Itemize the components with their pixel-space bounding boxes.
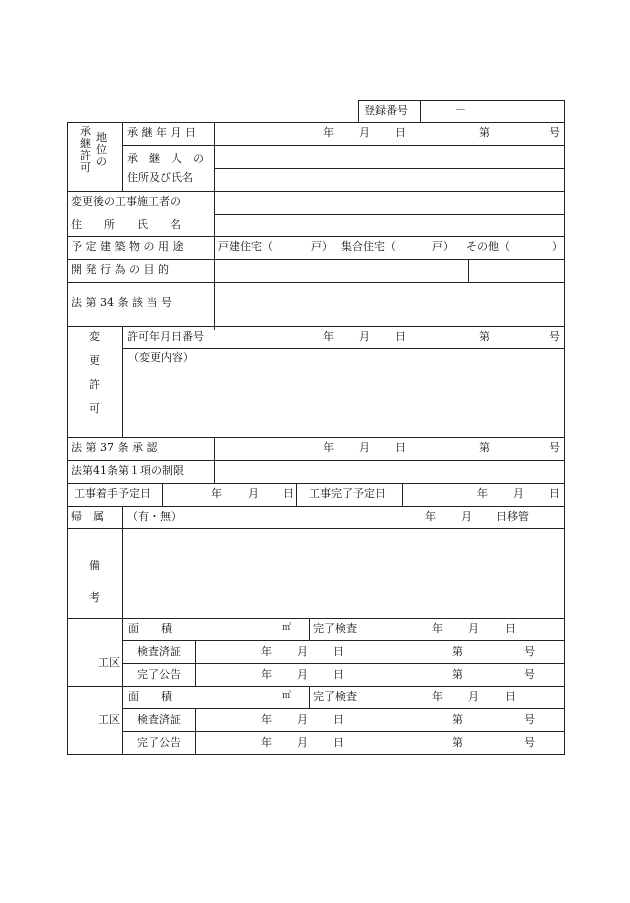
other-use-close: ） bbox=[552, 240, 563, 253]
change-content-label: （変更内容） bbox=[128, 351, 194, 364]
number-prefix: 第 bbox=[479, 441, 490, 454]
remarks-vertical-label: 備 考 bbox=[89, 559, 100, 604]
day-mark: 日 bbox=[395, 441, 406, 454]
rule bbox=[122, 122, 123, 191]
detached-house-label: 戸建住宅（ bbox=[218, 240, 273, 253]
rule bbox=[67, 460, 564, 461]
year-mark: 年 bbox=[261, 713, 272, 726]
rule bbox=[67, 618, 564, 619]
month-mark: 月 bbox=[297, 713, 308, 726]
rule bbox=[67, 122, 68, 754]
rule bbox=[67, 686, 564, 687]
day-mark: 日 bbox=[505, 690, 516, 703]
rule bbox=[214, 437, 215, 483]
rule bbox=[67, 754, 565, 755]
collective-housing-label: 集合住宅（ bbox=[341, 240, 396, 253]
article41-label: 法第41条第１項の制限 bbox=[71, 464, 184, 477]
changed-builder-label-line2: 住 所 氏 名 bbox=[71, 218, 181, 231]
number-suffix: 号 bbox=[549, 126, 560, 139]
transfer-day-label: 日移管 bbox=[496, 510, 529, 523]
year-mark: 年 bbox=[323, 441, 334, 454]
rule bbox=[122, 663, 564, 664]
day-mark: 日 bbox=[395, 330, 406, 343]
rule bbox=[309, 686, 310, 708]
collective-unit: 戸） bbox=[432, 240, 454, 253]
other-use-label: その他（ bbox=[466, 240, 510, 253]
number-suffix: 号 bbox=[549, 441, 560, 454]
number-prefix: 第 bbox=[479, 126, 490, 139]
number-suffix: 号 bbox=[524, 668, 535, 681]
registration-number-value[interactable]: － bbox=[455, 103, 466, 116]
rule bbox=[67, 437, 564, 438]
month-mark: 月 bbox=[248, 487, 259, 500]
rule bbox=[122, 348, 564, 349]
completion-inspection-label: 完了検査 bbox=[313, 622, 357, 635]
rule bbox=[195, 708, 196, 754]
day-mark: 日 bbox=[549, 487, 560, 500]
day-mark: 日 bbox=[333, 668, 344, 681]
succession-vertical-label-left: 承 継 許 可 bbox=[80, 125, 91, 174]
number-suffix: 号 bbox=[524, 645, 535, 658]
number-prefix: 第 bbox=[452, 668, 463, 681]
area-unit: ㎡ bbox=[282, 691, 292, 701]
zone-label: 工区 bbox=[98, 656, 120, 669]
rule bbox=[67, 483, 564, 484]
rule bbox=[564, 100, 565, 755]
rule bbox=[195, 640, 196, 686]
rule bbox=[214, 168, 564, 169]
area-unit: ㎡ bbox=[282, 623, 292, 633]
month-mark: 月 bbox=[468, 690, 479, 703]
zone-area-label: 面 積 bbox=[128, 622, 172, 635]
month-mark: 月 bbox=[468, 622, 479, 635]
development-purpose-label: 開 発 行 為 の 目 的 bbox=[71, 263, 169, 276]
year-mark: 年 bbox=[323, 126, 334, 139]
belonging-label: 帰 属 bbox=[71, 510, 104, 523]
rule bbox=[468, 259, 469, 282]
rule bbox=[67, 236, 564, 237]
rule bbox=[122, 731, 564, 732]
rule bbox=[67, 259, 564, 260]
rule bbox=[358, 100, 359, 122]
day-mark: 日 bbox=[505, 622, 516, 635]
month-mark: 月 bbox=[297, 645, 308, 658]
inspection-certificate-label: 検査済証 bbox=[137, 645, 181, 658]
succession-vertical-label-right: 地 位 の bbox=[96, 131, 107, 168]
zone-area-label: 面 積 bbox=[128, 690, 172, 703]
day-mark: 日 bbox=[395, 126, 406, 139]
inspection-certificate-label: 検査済証 bbox=[137, 713, 181, 726]
rule bbox=[122, 708, 564, 709]
zone-label: 工区 bbox=[98, 713, 120, 726]
rule bbox=[122, 145, 564, 146]
change-permit-vertical-label: 変 更 許 可 bbox=[89, 330, 100, 415]
rule bbox=[122, 326, 123, 437]
day-mark: 日 bbox=[333, 713, 344, 726]
year-mark: 年 bbox=[211, 487, 222, 500]
year-mark: 年 bbox=[425, 510, 436, 523]
rule bbox=[162, 483, 163, 506]
rule bbox=[67, 191, 564, 192]
year-mark: 年 bbox=[323, 330, 334, 343]
month-mark: 月 bbox=[513, 487, 524, 500]
month-mark: 月 bbox=[359, 441, 370, 454]
year-mark: 年 bbox=[432, 622, 443, 635]
successor-label-line2: 住所及び氏名 bbox=[127, 171, 193, 184]
year-mark: 年 bbox=[432, 690, 443, 703]
detached-unit: 戸） bbox=[311, 240, 333, 253]
month-mark: 月 bbox=[461, 510, 472, 523]
year-mark: 年 bbox=[261, 645, 272, 658]
rule bbox=[296, 483, 297, 506]
rule bbox=[420, 100, 421, 122]
rule bbox=[67, 506, 564, 507]
rule bbox=[122, 640, 564, 641]
rule bbox=[309, 618, 310, 640]
changed-builder-label-line1: 変更後の工事施工者の bbox=[71, 195, 181, 208]
registration-number-label: 登録番号 bbox=[364, 104, 408, 117]
month-mark: 月 bbox=[359, 126, 370, 139]
rule bbox=[214, 122, 215, 330]
rule bbox=[358, 100, 564, 101]
start-date-label: 工事着手予定日 bbox=[74, 487, 151, 500]
number-suffix: 号 bbox=[524, 713, 535, 726]
number-prefix: 第 bbox=[452, 713, 463, 726]
day-mark: 日 bbox=[333, 645, 344, 658]
day-mark: 日 bbox=[333, 736, 344, 749]
completion-notice-label: 完了公告 bbox=[137, 736, 181, 749]
day-mark: 日 bbox=[283, 487, 294, 500]
article34-label: 法 第 34 条 該 当 号 bbox=[71, 296, 172, 309]
number-suffix: 号 bbox=[549, 330, 560, 343]
number-prefix: 第 bbox=[479, 330, 490, 343]
completion-inspection-label: 完了検査 bbox=[313, 690, 357, 703]
completion-notice-label: 完了公告 bbox=[137, 668, 181, 681]
rule bbox=[67, 528, 564, 529]
successor-label-line1: 承 継 人 の bbox=[127, 152, 204, 165]
succession-date-label: 承 継 年 月 日 bbox=[127, 126, 196, 139]
article37-label: 法 第 37 条 承 認 bbox=[71, 441, 158, 454]
permit-date-number-label: 許可年月日番号 bbox=[127, 330, 204, 343]
month-mark: 月 bbox=[297, 668, 308, 681]
number-prefix: 第 bbox=[452, 645, 463, 658]
year-mark: 年 bbox=[261, 736, 272, 749]
rule bbox=[214, 214, 564, 215]
month-mark: 月 bbox=[359, 330, 370, 343]
building-use-label: 予 定 建 築 物 の 用 途 bbox=[71, 240, 184, 253]
number-prefix: 第 bbox=[452, 736, 463, 749]
rule bbox=[402, 483, 403, 506]
rule bbox=[67, 122, 564, 123]
rule bbox=[67, 282, 564, 283]
completion-date-label: 工事完了予定日 bbox=[309, 487, 386, 500]
year-mark: 年 bbox=[261, 668, 272, 681]
month-mark: 月 bbox=[297, 736, 308, 749]
year-mark: 年 bbox=[477, 487, 488, 500]
rule bbox=[122, 506, 123, 754]
rule bbox=[67, 326, 564, 327]
number-suffix: 号 bbox=[524, 736, 535, 749]
belonging-yes-no: （有・無） bbox=[127, 510, 182, 523]
